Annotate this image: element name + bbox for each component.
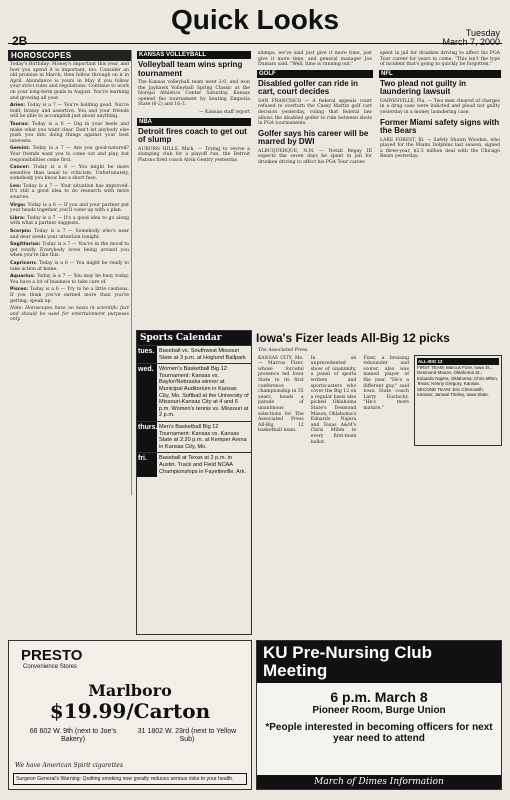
horoscope-note: Note: Horoscopes have no basis in scientific fact and should be used for entertainment purposes only. — [10, 306, 129, 323]
sign-text: Today is a 6 — You might be more sensitive than usual to criticism. Unfortunately, somebody you know has a short fuse. — [10, 165, 129, 182]
sign-entry — [8, 241, 131, 260]
sign-name: Libra: — [10, 215, 27, 221]
headline: Disabled golfer can ride in cart, court decides — [258, 78, 359, 97]
main-story — [256, 330, 502, 635]
sign-text: Today is a 7 — Your situation has improved. It's still a good idea to do research with more sources. — [10, 183, 129, 201]
calendar-day — [137, 452, 251, 477]
sign-text: Today is a 7 — You're in the mood to get rowdy. Everybody loves being around you when you're like this. — [10, 242, 129, 259]
article-text: LAKE FOREST, Ill. — Safety Shawn Wooden, who played for the Miami Dolphins last season, signed a three-year, $2.5 million deal with the Chicago Bears yesterday. — [380, 137, 500, 160]
price: $19.99/Carton — [49, 699, 211, 723]
sign-entry — [8, 260, 131, 273]
day-label: thurs. — [137, 422, 157, 452]
headline: Detroit fires coach to get out of slump — [138, 126, 247, 145]
sign-entry — [8, 273, 131, 286]
article-text: AUBURN HILLS, Mich. — Trying to revive a slumping club for a playoff run, the Detroit Pistons fired coach Alvin Gentry yesterday. — [138, 146, 250, 163]
sign-name: Gemini: — [10, 146, 33, 152]
page-number: 2B — [12, 34, 28, 48]
sign-text: Today is a 7 — You may be busy today. You have a lot of business to take care of. — [10, 274, 130, 285]
article-text: ALBUQUERQUE, N.M. — Notah Begay III expects the seven days he spent in jail for drunken driving to affect his PGA Tour career. — [258, 148, 372, 165]
presto-ad — [8, 640, 252, 790]
column-d — [378, 50, 502, 328]
day-label: tues. — [137, 346, 157, 363]
horoscopes-heading: HOROSCOPES — [8, 50, 131, 61]
page-title: Quick Looks — [170, 4, 340, 35]
sign-name: Cancer: — [10, 165, 34, 171]
sign-entry — [8, 145, 131, 164]
story-text: In an unprecedented show of unanimity, a panel of sports writers and sportscasters who cover the Big 12 on a regular basis also picked Oklahoma State's Desmond Mason, Oklahoma's Eduardo Najera and Texas A&M's Chris Mihm to every first-team ballot. — [310, 355, 357, 445]
sign-name: Pisces: — [10, 287, 31, 293]
column-c — [256, 50, 374, 328]
meeting-note: *People interested in becoming officers for next year need to attend — [265, 722, 493, 744]
story-columns — [256, 355, 502, 447]
story-headline: Iowa's Fizer leads All-Big 12 picks — [256, 331, 450, 345]
issue-date — [442, 29, 500, 47]
all-big12-box — [414, 355, 502, 447]
ad-footer: March of Dimes Information — [257, 775, 501, 789]
sign-name: Capricorn: — [10, 261, 39, 266]
calendar-day — [137, 363, 251, 421]
article-text: GAINESVILLE, Fla. — Two men cleared of charges in a drug case were indicted and plead not guilty yesterday in a money laundering case. — [380, 98, 500, 115]
address-1: 66 602 W. 9th (next to Joe's Bakery) — [29, 728, 117, 743]
day-events: Women's Basketball Big 12 Tournament: Kansas vs. Baylor/Nebraska winner at Municipal Auditorium in Kansas City, Mo. Softball at the University of Missouri-Kansas City at 4 and 6 p.m. Women's tennis vs. Missouri at 2 p.m. — [159, 366, 249, 419]
sign-entry — [8, 164, 131, 183]
day-events: Men's Basketball Big 12 Tournament: Kansas vs. Kansas State at 2:20 p.m. at Kemper Arena in Kansas City, Mo. — [159, 423, 247, 450]
issue-day: Tuesday — [465, 28, 500, 38]
headline: Golfer says his career will be marred by DWI — [258, 128, 369, 147]
calendar-title: Sports Calendar — [137, 331, 251, 345]
headline: Former Miami safety signs with the Bears — [380, 117, 500, 136]
calendar-day — [137, 345, 251, 363]
article-text: slumps, we've said just give it more time, just give it more time, and general manager Joe Dumars said. "Well, time is running out." — [258, 51, 372, 68]
meeting-time: 6 p.m. March 8 — [330, 689, 428, 705]
article-text: SAN FRANCISCO — A federal appeals court refused to overturn the Casey Martin golf cart decision yesterday, ruling that federal law allows the disabled golfer to ride between shots in PGA tournaments. — [258, 98, 372, 127]
presto-subtitle: Convenience Stores — [23, 664, 78, 670]
sign-text: Today is a 7 — Are you good-natured? Your friends want you to come out and play, but responsibilities come first. — [10, 146, 130, 163]
day-events: Baseball vs. Southwest Missouri State at 3 p.m. at Hoglund Ballpark — [159, 348, 246, 361]
sign-text: Today is a 7 — You're holding good. You're bold, brassy and assertive. You and your friends will be able to accomplish just about anything. — [10, 103, 129, 120]
sign-entry — [8, 286, 131, 305]
headline: Volleyball team wins spring tournament — [138, 60, 243, 78]
day-label: wed. — [137, 364, 157, 421]
story-text: Fizer, a bruising rebounder and scorer, also was named player of the year. "He's a different guy," said Iowa State coach Larry Eustachy. "He's more mature." — [363, 355, 410, 411]
sign-entry — [8, 102, 131, 121]
headline: Two plead not guilty in laundering lawsuit — [380, 78, 467, 97]
masthead — [8, 4, 502, 48]
sign-text: Today is a 6 — Dig in your heels and make what you want clear. Don't let anybody else push you into doing things against your best interests. — [10, 121, 129, 144]
story-text: KANSAS CITY, Mo. — Marcus Fizer, whose forceful presence led Iowa State to its first conference championship in 55 years, heads a parade of unanimous selections for The Associated Press All-Big 12 basketball team. — [258, 355, 304, 434]
sign-entry — [8, 215, 131, 228]
surgeon-warning: Surgeon General's Warning: Quitting smoking now greatly reduces serious risks to your health. — [13, 773, 247, 785]
sign-name: Scorpio: — [10, 229, 35, 235]
calendar-day — [137, 421, 251, 452]
sign-text: Today is a 6 — Try to be a little cautious. If you think you've earned more than you're getting, speak up. — [10, 287, 129, 304]
ku-nursing-ad — [256, 640, 502, 790]
sign-text: Today is a 6 — If you and your partner put your heads together, you'll come up with a plan. — [10, 202, 129, 214]
sign-entry — [8, 183, 131, 202]
sports-calendar — [136, 330, 252, 635]
section-label: GOLF — [257, 70, 373, 78]
sign-text: Today is a 7 — Somebody who's near and dear needs your attention tonight. — [10, 229, 129, 240]
credit: — Kansan staff report — [198, 109, 250, 115]
day-events: Baseball at Texas at 2 p.m. in Austin. Track and Field NCAA Championships in Fayetteville, Ark. — [159, 455, 247, 475]
section-label: KANSAS VOLLEYBALL — [137, 51, 251, 59]
presto-logo: PRESTO — [21, 647, 83, 664]
sign-text: Today is a 6 — You might be ready to take action at home. — [10, 261, 130, 272]
sign-name: Taurus: — [10, 121, 32, 127]
sign-text: Today is a 7 — It's a good idea to go along with what a partner suggests. — [10, 215, 130, 227]
horoscopes-column — [8, 50, 132, 495]
sign-entry — [8, 228, 131, 241]
sign-entry — [8, 202, 131, 215]
story-byline: The Associated Press — [258, 348, 308, 353]
box-title: ALL-BIG 12 — [417, 358, 499, 365]
article-text: The Kansas volleyball team went 2-0, and won the Jayhawk Volleyball Spring Classic at the Horejsi Athletics Center Saturday. Kansas opened the tournament by beating Emporia State (6-2) and 16-3. — [138, 80, 250, 108]
article-text: spent in jail for drunken driving to affect his PGA Tour career for years to come. "This isn't the type of incident that's going to quickly be forgotten." — [380, 51, 500, 68]
sign-name: Aries: — [10, 103, 28, 109]
sign-list — [8, 102, 131, 305]
section-label: NFL — [379, 70, 501, 78]
sign-name: Sagittarius: — [10, 242, 43, 248]
sign-name: Aquarius: — [10, 274, 37, 280]
ku-banner: KU Pre-Nursing Club Meeting — [257, 641, 501, 683]
box-text: FIRST TEAM: Marcus Fizer, Iowa St.; Desmond Mason, Oklahoma St.; Eduardo Najera, Oklahoma; Chris Mihm, Texas; Kenny Gregory, Kansas. SECOND TEAM: Eric Chenowith, Kansas; Jamaal Tinsley, Iowa State. — [417, 365, 499, 398]
column-b — [136, 50, 252, 328]
tagline: We have American Spirit cigarettes — [15, 762, 124, 769]
sign-entry — [8, 121, 131, 145]
section-label: NBA — [137, 118, 251, 126]
calendar-days — [137, 345, 251, 477]
sign-name: Virgo: — [10, 202, 28, 208]
issue-date-text: March 7, 2000 — [442, 37, 500, 47]
birthday-text: Today's Birthday: Money's important this year, and how you spend it is important, too. Consider an old promise in March; then follow through on it in April. Abundance is yours in May if you follow your strict rules and regulations. Continue to work on your long-term goals in August. You're learning and growing all year. — [10, 62, 129, 101]
brand-name: Marlboro — [88, 681, 172, 700]
meeting-place: Pioneer Room, Burge Union — [312, 705, 446, 716]
day-label: fri. — [137, 453, 157, 477]
sign-name: Leo: — [10, 183, 24, 189]
address-2: 31 1802 W. 23rd (next to Yellow Sub) — [137, 728, 237, 743]
